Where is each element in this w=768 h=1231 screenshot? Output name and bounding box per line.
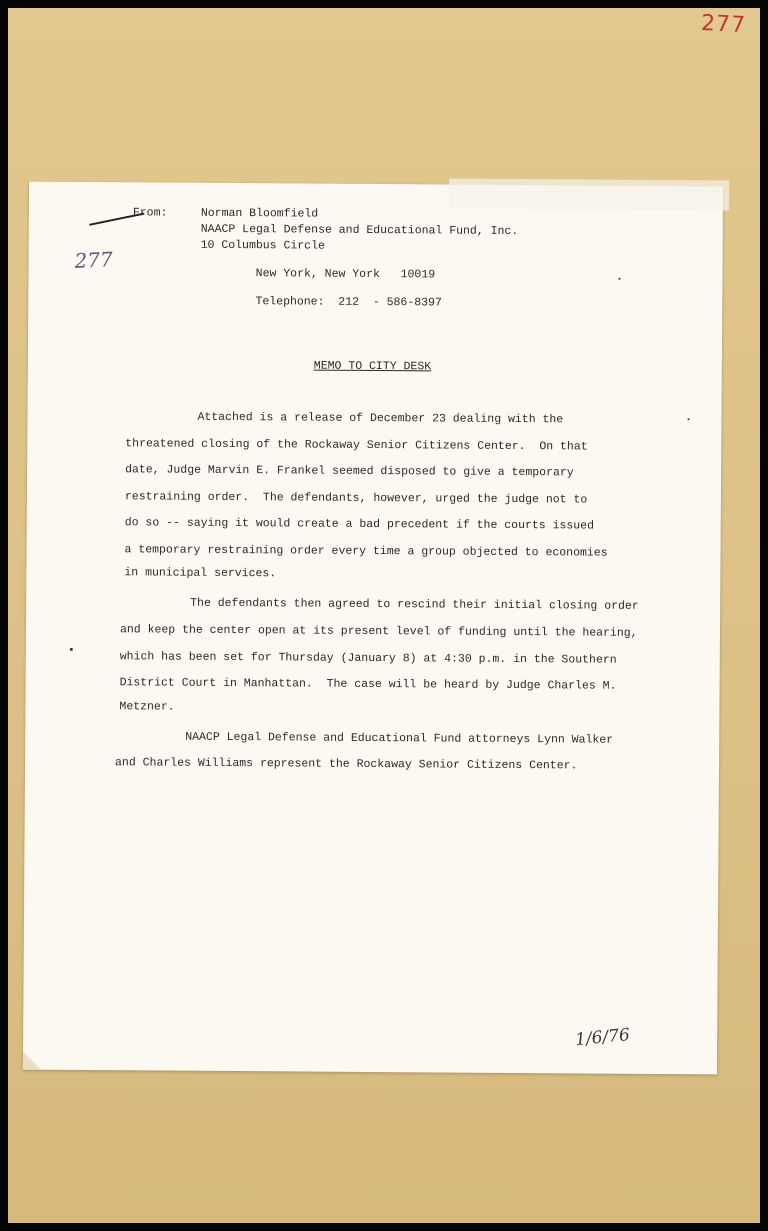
paragraph-1-line: restraining order. The defendants, however, urged the judge not to — [124, 490, 588, 507]
archive-number: 277 — [700, 10, 747, 39]
from-label: From: — [132, 206, 168, 220]
sender-street: 10 Columbus Circle — [200, 238, 325, 253]
paper-speck — [70, 648, 73, 651]
paragraph-1-line: a temporary restraining order every time a group objected to economies — [124, 543, 608, 560]
paragraph-2-line: The defendants then agreed to rescind their initial closing order — [190, 596, 639, 613]
sender-header — [29, 182, 723, 310]
paragraph-2-line: District Court in Manhattan. The case will be heard by Judge Charles M. — [119, 676, 617, 693]
paragraph-1-line: threatened closing of the Rockaway Senior Citizens Center. On that — [125, 437, 588, 454]
telephone-line — [200, 282, 442, 323]
telephone-area: 212 — [338, 295, 360, 309]
sender-city: New York, New York — [255, 267, 380, 282]
sender-name: Norman Bloomfield — [200, 206, 319, 221]
paragraph-3-line: NAACP Legal Defense and Educational Fund attorneys Lynn Walker — [185, 730, 614, 747]
telephone-number: - 586-8397 — [372, 295, 442, 310]
handwritten-number: 277 — [74, 247, 114, 273]
memo-body — [115, 410, 646, 773]
paper-speck — [687, 418, 689, 420]
paper-speck — [618, 278, 620, 280]
memo-page — [23, 182, 723, 1075]
handwritten-date: 1/6/76 — [574, 1024, 631, 1051]
paragraph-2-line: which has been set for Thursday (January 8) at 4:30 p.m. in the Southern — [119, 650, 617, 667]
paragraph-2-line: Metzner. — [119, 700, 175, 714]
telephone-label: Telephone: — [255, 295, 325, 309]
paragraph-1-line: in municipal services. — [124, 566, 277, 581]
sender-organization: NAACP Legal Defense and Educational Fund, Inc. — [200, 222, 519, 239]
paragraph-1-line: do so -- saying it would create a bad precedent if the courts issued — [124, 516, 595, 533]
sender-zip: 10019 — [400, 268, 436, 282]
paragraph-1-line: date, Judge Marvin E. Frankel seemed disposed to give a temporary — [125, 463, 574, 480]
paragraph-1-line: Attached is a release of December 23 dealing with the — [197, 410, 564, 427]
paragraph-3-line: and Charles Williams represent the Rockaway Senior Citizens Center. — [115, 756, 578, 773]
archive-folder — [8, 8, 760, 1223]
paragraph-2-line: and keep the center open at its present level of funding until the hearing, — [119, 623, 638, 640]
memo-title: MEMO TO CITY DESK — [313, 359, 432, 374]
